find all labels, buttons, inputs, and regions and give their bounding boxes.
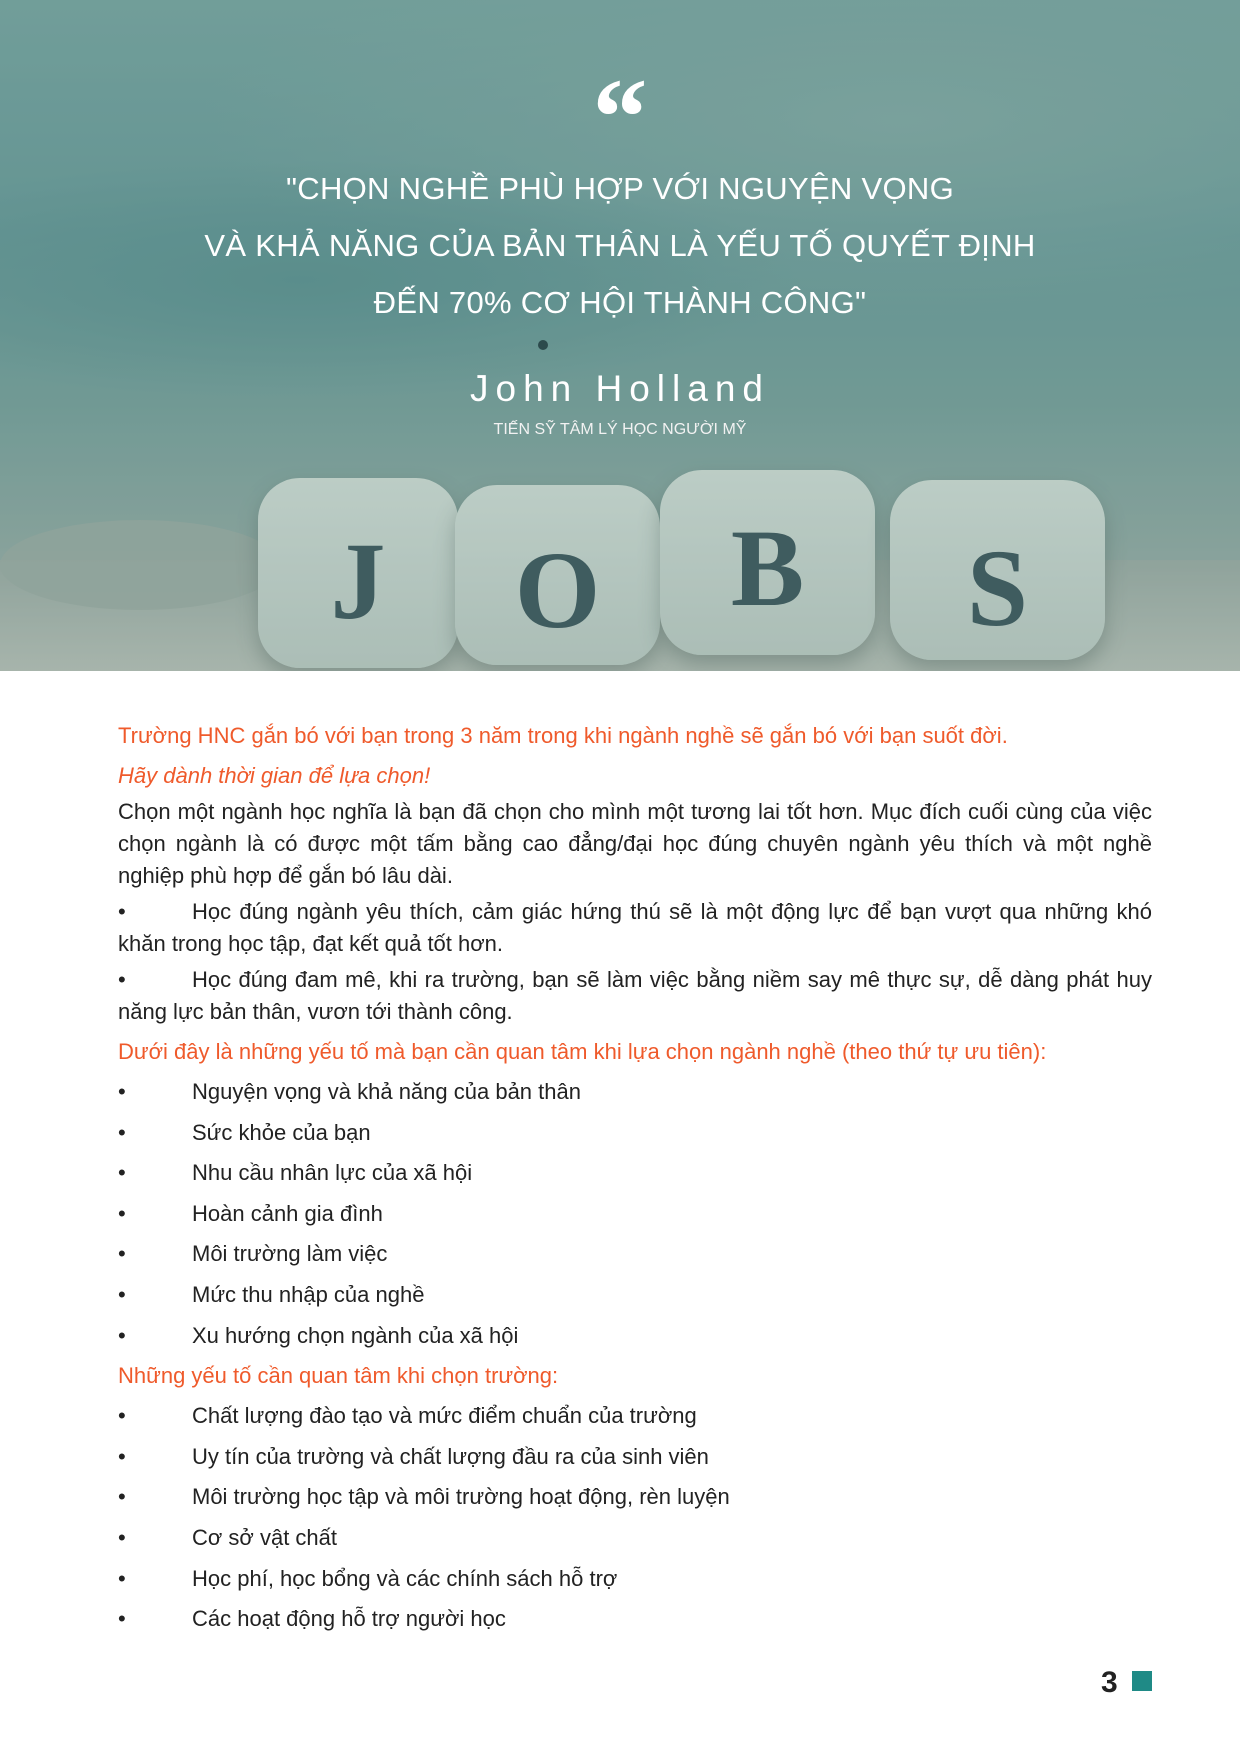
hero-banner (0, 0, 1240, 671)
intro-paragraph: Chọn một ngành học nghĩa là bạn đã chọn cho mình một tương lai tốt hơn. Mục đích cuối cùng của việc chọn ngành là có được một tấm bằng cao đẳng/đại học đúng chuyên ngành yêu thích và một nghề nghiệp phù hợp để gắn bó lâu dài. (118, 799, 1152, 888)
list-item: • Mức thu nhập của nghề (118, 1281, 425, 1307)
benefit-item: • Học đúng ngành yêu thích, cảm giác hứng thú sẽ là một động lực để bạn vượt qua những khó khăn trong học tập, đạt kết quả tốt hơn. (118, 899, 1152, 956)
list-item: • Môi trường làm việc (118, 1241, 388, 1267)
die-b: B (660, 470, 875, 655)
page-accent-square (1132, 1671, 1152, 1691)
list-item: • Nhu cầu nhân lực của xã hội (118, 1160, 473, 1186)
list-item: • Uy tín của trường và chất lượng đầu ra của sinh viên (118, 1443, 709, 1469)
list-item: • Hoàn cảnh gia đình (118, 1200, 383, 1226)
list-item: • Xu hướng chọn ngành của xã hội (118, 1322, 519, 1348)
list-item: • Các hoạt động hỗ trợ người học (118, 1606, 506, 1632)
separator-dot (538, 340, 548, 350)
die-s: S (890, 480, 1105, 660)
school-heading: Những yếu tố cần quan tâm khi chọn trường: (118, 1363, 559, 1389)
factors-list (118, 1072, 1152, 1356)
list-item: • Môi trường học tập và môi trường hoạt động, rèn luyện (118, 1484, 730, 1510)
list-item: • Cơ sở vật chất (118, 1524, 338, 1550)
school-factors-list (118, 1396, 1152, 1640)
tagline: Hãy dành thời gian để lựa chọn! (118, 763, 431, 788)
main-content (118, 716, 1152, 1640)
quote-mark-icon: “ (592, 56, 648, 178)
quote-text: "CHỌN NGHỀ PHÙ HỢP VỚI NGUYỆN VỌNG VÀ KHẢ NĂNG CỦA BẢN THÂN LÀ YẾU TỐ QUYẾT ĐỊNH ĐẾN 70% CƠ HỘI THÀNH CÔNG" (204, 171, 1036, 320)
die-o: O (455, 485, 660, 665)
intro-heading: Trường HNC gắn bó với bạn trong 3 năm trong khi ngành nghề sẽ gắn bó với bạn suốt đời. (118, 723, 1008, 748)
list-item: • Chất lượng đào tạo và mức điểm chuẩn của trường (118, 1403, 697, 1429)
factors-heading: Dưới đây là những yếu tố mà bạn cần quan tâm khi lựa chọn ngành nghề (theo thứ tự ưu tiên): (118, 1039, 1047, 1064)
benefit-item: • Học đúng đam mê, khi ra trường, bạn sẽ làm việc bằng niềm say mê thực sự, dễ dàng phát huy năng lực bản thân, vươn tới thành công. (118, 967, 1152, 1024)
author-title: TIẾN SỸ TÂM LÝ HỌC NGƯỜI MỸ (493, 421, 747, 438)
list-item: • Học phí, học bổng và các chính sách hỗ trợ (118, 1565, 618, 1591)
die-j: J (258, 478, 458, 668)
quote-author: John Holland (470, 368, 770, 409)
list-item: • Sức khỏe của bạn (118, 1119, 371, 1145)
list-item: • Nguyện vọng và khả năng của bản thân (118, 1079, 581, 1104)
page-number: 3 (1101, 1666, 1118, 1699)
